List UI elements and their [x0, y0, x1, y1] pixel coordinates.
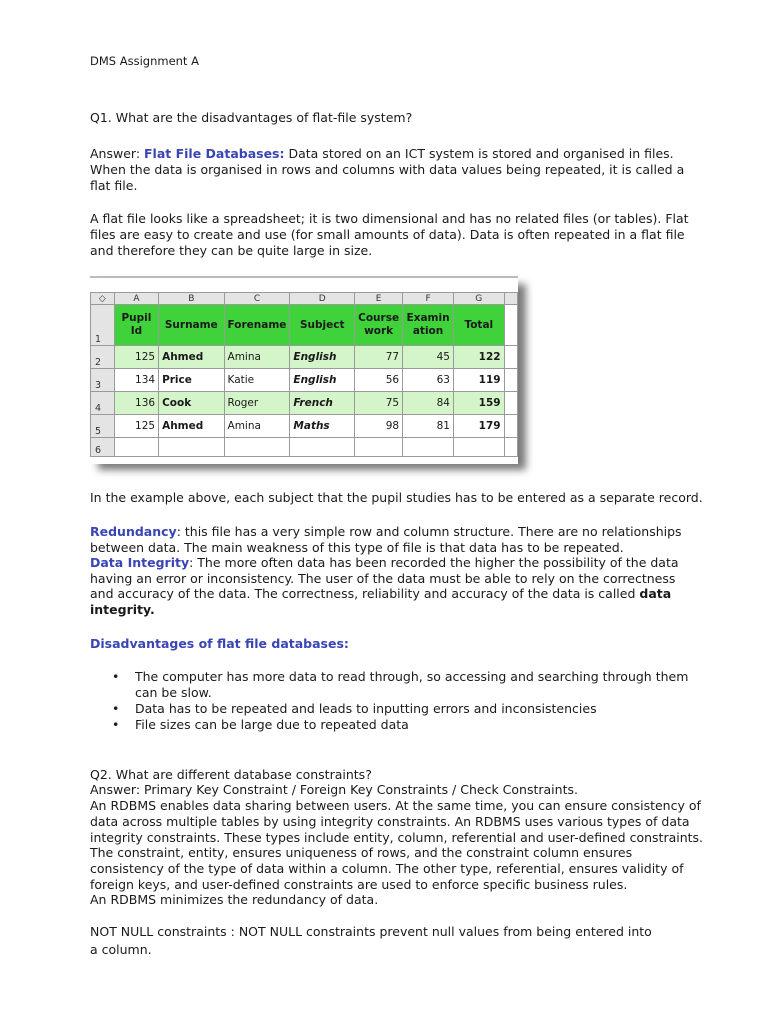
q2-line-7: consistency of the type of data within a column. The other type, referential, ensures validity of [90, 861, 684, 876]
q1-para2-line-1: A flat file looks like a spreadsheet; it is two dimensional and has no related files (or tables). Flat [90, 211, 689, 226]
list-item [112, 717, 715, 733]
table-row [91, 415, 518, 438]
q2-line-4: data across multiple tables by using integrity constraints. An RDBMS uses various types of data [90, 814, 690, 829]
list-item-text: The computer has more data to read through, so accessing and searching through them [135, 669, 689, 684]
cell-forename: Roger [224, 392, 290, 415]
col-letter: F [403, 293, 454, 305]
cell-subject: French [290, 392, 355, 415]
q2-line-3: An RDBMS enables data sharing between users. At the same time, you can ensure consistency of [90, 798, 701, 813]
column-letter-row [91, 293, 518, 305]
redundancy-line-1 [90, 524, 682, 540]
spreadsheet-figure [90, 276, 518, 466]
col-letter: G [454, 293, 505, 305]
spreadsheet-body [90, 276, 518, 464]
list-item-text: can be slow. [135, 685, 212, 700]
cell-surname: Ahmed [159, 415, 224, 438]
not-null-line-1: NOT NULL constraints : NOT NULL constraints prevent null values from being entered into [90, 924, 652, 939]
cell-id: 134 [114, 369, 158, 392]
header-cell: Subject [290, 305, 355, 346]
flat-file-table [90, 292, 518, 457]
q1-answer-line-1 [90, 146, 674, 162]
q2-line-1: Q2. What are different database constraints? [90, 767, 372, 782]
integrity-bold-1: data [639, 586, 672, 601]
header-cell: Course work [355, 305, 403, 346]
row-number: 1 [91, 305, 115, 346]
disadvantages-list [112, 669, 715, 733]
empty-cell [355, 438, 403, 457]
q1-question: Q1. What are the disadvantages of flat-file system? [90, 110, 413, 125]
list-item-text: File sizes can be large due to repeated data [135, 717, 409, 732]
bullet-icon: • [112, 701, 120, 716]
cell-total: 179 [454, 415, 505, 438]
empty-cell [504, 305, 517, 346]
not-null-line-2: a column. [90, 942, 152, 957]
cell-surname: Ahmed [159, 346, 224, 369]
redundancy-term: Redundancy [90, 524, 177, 539]
cell-coursework: 98 [355, 415, 403, 438]
cell-coursework: 77 [355, 346, 403, 369]
empty-cell [504, 369, 517, 392]
document-header: DMS Assignment A [90, 54, 199, 68]
q1-answer-line-2: When the data is organised in rows and columns with data values being repeated, it is called a [90, 162, 685, 177]
table-row [91, 346, 518, 369]
redundancy-text: : this file has a very simple row and column structure. There are no relationships [176, 524, 682, 539]
cell-total: 119 [454, 369, 505, 392]
col-letter: A [114, 293, 158, 305]
bullet-icon: • [112, 717, 120, 732]
cell-id: 125 [114, 415, 158, 438]
col-letter: B [159, 293, 224, 305]
flat-file-term: Flat File Databases: [144, 146, 285, 161]
row-number: 5 [91, 415, 115, 438]
cell-total: 159 [454, 392, 505, 415]
empty-cell [403, 438, 454, 457]
row-number: 4 [91, 392, 115, 415]
empty-cell [504, 438, 517, 457]
col-letter: D [290, 293, 355, 305]
redundancy-line-2: between data. The main weakness of this type of file is that data has to be repeated. [90, 540, 624, 555]
cell-coursework: 75 [355, 392, 403, 415]
answer-prefix: Answer: [90, 146, 145, 161]
cell-surname: Cook [159, 392, 224, 415]
cell-total: 122 [454, 346, 505, 369]
col-letter: E [355, 293, 403, 305]
integrity-line-2: having an error or inconsistency. The user of the data must be able to rely on the correctness [90, 571, 676, 586]
cell-exam: 84 [403, 392, 454, 415]
header-row [91, 305, 518, 346]
q1-para2-line-2: files are easy to create and use (for small amounts of data). Data is often repeated in a flat file [90, 227, 685, 242]
integrity-line-3 [90, 586, 671, 602]
list-item [112, 669, 715, 685]
list-item-continuation [112, 685, 715, 701]
col-letter-spacer [504, 293, 517, 305]
table-row [91, 369, 518, 392]
header-cell: Surname [159, 305, 224, 346]
cell-id: 136 [114, 392, 158, 415]
col-letter: C [224, 293, 290, 305]
q2-line-9: An RDBMS minimizes the redundancy of data. [90, 892, 379, 907]
integrity-text: : The more often data has been recorded the higher the possibility of the data [189, 555, 679, 570]
header-cell: Total [454, 305, 505, 346]
cell-exam: 63 [403, 369, 454, 392]
q2-line-8: foreign keys, and user-defined constraints are used to enforce specific business rules. [90, 877, 628, 892]
empty-cell [504, 415, 517, 438]
empty-cell [504, 392, 517, 415]
integrity-term: Data Integrity [90, 555, 190, 570]
cell-surname: Price [159, 369, 224, 392]
q2-line-5: integrity constraints. These types include entity, column, referential and user-defined constraints. [90, 830, 704, 845]
cell-id: 125 [114, 346, 158, 369]
cell-subject: English [290, 369, 355, 392]
table-row [91, 392, 518, 415]
cell-subject: Maths [290, 415, 355, 438]
row-number: 2 [91, 346, 115, 369]
q1-answer-line-3: flat file. [90, 178, 138, 193]
q2-line-2: Answer: Primary Key Constraint / Foreign Key Constraints / Check Constraints. [90, 782, 578, 797]
q1-para2-line-3: and therefore they can be quite large in size. [90, 243, 373, 258]
cell-forename: Katie [224, 369, 290, 392]
cell-forename: Amina [224, 415, 290, 438]
integrity-bold-2: integrity. [90, 602, 155, 617]
disadvantages-heading: Disadvantages of flat file databases: [90, 636, 349, 651]
cell-coursework: 56 [355, 369, 403, 392]
header-cell: Forename [224, 305, 290, 346]
cell-forename: Amina [224, 346, 290, 369]
integrity-line-1 [90, 555, 679, 571]
integrity-line-4 [90, 602, 155, 618]
table-row-blank [91, 438, 518, 457]
q2-line-6: The constraint, entity, ensures uniqueness of rows, and the constraint column ensures [90, 845, 633, 860]
list-item [112, 701, 715, 717]
header-cell: Pupil Id [114, 305, 158, 346]
cell-exam: 81 [403, 415, 454, 438]
list-item-text: Data has to be repeated and leads to inputting errors and inconsistencies [135, 701, 597, 716]
empty-cell [114, 438, 158, 457]
empty-cell [224, 438, 290, 457]
empty-cell [454, 438, 505, 457]
cell-exam: 45 [403, 346, 454, 369]
header-cell: Examin ation [403, 305, 454, 346]
row-number: 6 [91, 438, 115, 457]
bullet-icon: • [112, 669, 120, 684]
empty-cell [504, 346, 517, 369]
cell-subject: English [290, 346, 355, 369]
example-caption: In the example above, each subject that the pupil studies has to be entered as a separate record. [90, 490, 703, 505]
row-number: 3 [91, 369, 115, 392]
empty-cell [290, 438, 355, 457]
answer-text: Data stored on an ICT system is stored and organised in files. [284, 146, 674, 161]
corner-cell: ◇ [91, 293, 115, 305]
empty-cell [159, 438, 224, 457]
integrity-text-3: and accuracy of the data. The correctness, reliability and accuracy of the data is called [90, 586, 640, 601]
